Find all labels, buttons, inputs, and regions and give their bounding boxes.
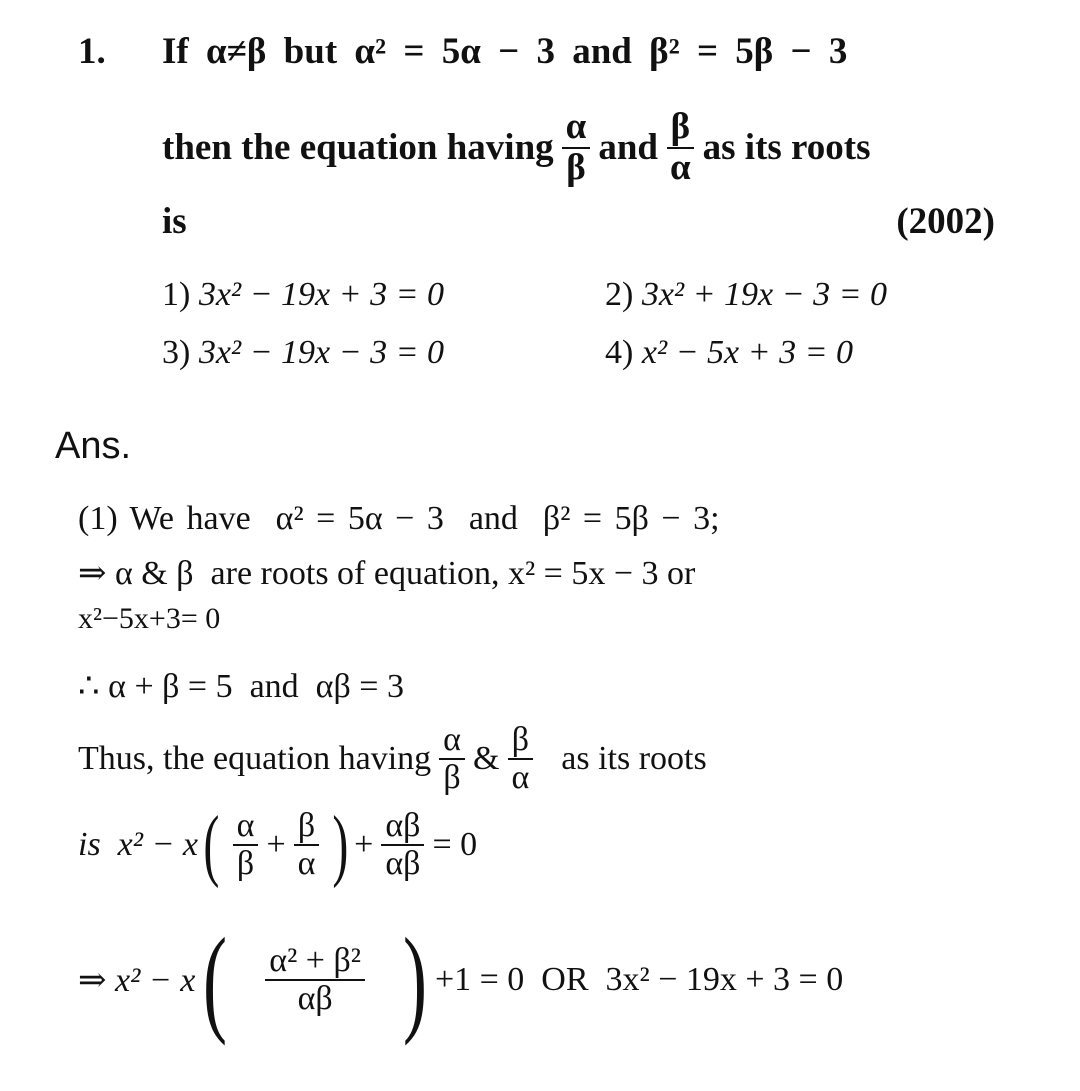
denominator: α	[297, 845, 316, 882]
denominator: β	[443, 758, 461, 796]
option-3	[162, 334, 444, 372]
denominator: αβ	[385, 845, 421, 882]
right-paren: )	[332, 801, 349, 889]
option-4	[605, 334, 853, 372]
denominator: α	[511, 758, 530, 796]
text: ⇒ x² − x	[78, 962, 196, 999]
question-year: (2002)	[896, 201, 995, 242]
right-paren: )	[402, 913, 427, 1046]
numerator: α	[439, 722, 465, 760]
option-text: 3x² − 19x − 3 = 0	[198, 334, 445, 371]
fraction-alpha-over-beta	[439, 722, 465, 795]
option-text: x² − 5x + 3 = 0	[641, 334, 854, 371]
left-paren: (	[203, 913, 228, 1046]
text: as its roots	[561, 739, 707, 777]
numerator: α	[233, 808, 259, 846]
option-text: 3x² − 19x + 3 = 0	[198, 276, 445, 313]
text: is x² − x	[78, 826, 198, 863]
question-line-2	[162, 108, 871, 188]
text: +1 = 0 OR 3x² − 19x + 3 = 0	[434, 961, 844, 998]
text: Thus, the equation having	[78, 739, 432, 777]
numerator: β	[508, 722, 533, 760]
answer-line-7	[78, 913, 844, 1046]
option-label: 4)	[605, 334, 634, 371]
numerator: α² + β²	[265, 943, 365, 981]
denominator: β	[566, 146, 586, 188]
denominator: α	[669, 146, 691, 188]
answer-line-6	[78, 801, 478, 889]
numerator: αβ	[381, 808, 424, 846]
answer-line-4: ∴ α + β = 5 and αβ = 3	[78, 668, 404, 705]
text: +	[266, 826, 286, 863]
fraction	[265, 943, 365, 1016]
numerator: α	[562, 108, 591, 149]
fraction	[294, 808, 320, 881]
text: then the equation having	[162, 127, 554, 169]
denominator: αβ	[297, 980, 333, 1017]
text: as its roots	[702, 127, 871, 169]
option-label: 3)	[162, 334, 191, 371]
answer-label: Ans.	[55, 425, 132, 467]
denominator: β	[236, 845, 255, 882]
option-label: 1)	[162, 276, 191, 313]
fraction-beta-over-alpha	[666, 108, 695, 188]
question-number: 1.	[78, 31, 106, 72]
answer-line-1: (1) We have α² = 5α − 3 and β² = 5β − 3;	[78, 500, 720, 537]
numerator: β	[294, 808, 319, 846]
text: &	[472, 739, 500, 777]
answer-line-2: ⇒ α & β are roots of equation, x² = 5x − 3 or	[78, 555, 696, 592]
fraction	[233, 808, 259, 881]
text: = 0	[432, 826, 478, 863]
option-label: 2)	[605, 276, 634, 313]
fraction	[381, 808, 424, 881]
option-2	[605, 276, 887, 314]
option-1	[162, 276, 444, 314]
question-line-1: If α≠β but α² = 5α − 3 and β² = 5β − 3	[162, 31, 848, 72]
fraction-beta-over-alpha	[507, 722, 533, 795]
option-text: 3x² + 19x − 3 = 0	[641, 276, 888, 313]
question-line-3: is	[162, 201, 187, 242]
numerator: β	[667, 108, 695, 149]
answer-line-3: x²−5x+3= 0	[78, 602, 221, 635]
text: +	[354, 826, 374, 863]
text: and	[598, 127, 658, 169]
fraction-alpha-over-beta	[562, 108, 591, 188]
left-paren: (	[203, 801, 220, 889]
answer-line-5	[78, 722, 707, 795]
